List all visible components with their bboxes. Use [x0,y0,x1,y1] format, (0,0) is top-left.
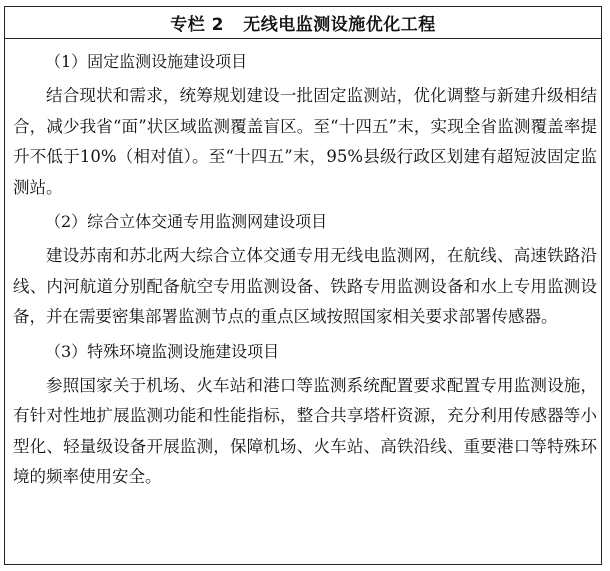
section-transport-monitoring [13,207,597,333]
column-box [4,6,602,565]
section-paragraph: 参照国家关于机场、火车站和港口等监测系统配置要求配置专用监测设施，有针对性地扩展监测功能和性能指标，整合共享塔杆资源，充分利用传感器等小型化、轻量级设备开展监测，保障机场、火车站、高铁沿线、重要港口等特殊环境的频率使用安全。 [13,375,597,486]
section-paragraph: 结合现状和需求，统筹规划建设一批固定监测站，优化调整与新建升级相结合，减少我省“面”状区域监测覆盖盲区。至“十四五”末，实现全省监测覆盖率提升不低于10%（相对值）。至“十四五”末，95%县级行政区划建有超短波固定监测站。 [13,86,597,197]
section-heading: （1）固定监测设施建设项目 [45,52,248,71]
section-fixed-monitoring [13,47,597,203]
column-body [5,39,601,493]
section-heading: （2）综合立体交通专用监测网建设项目 [45,212,328,231]
column-header [5,7,601,39]
section-heading: （3）特殊环境监测设施建设项目 [45,341,280,361]
section-paragraph: 建设苏南和苏北两大综合立体交通专用无线电监测网，在航线、高速铁路沿线、内河航道分别配备航空专用监测设备、铁路专用监测设备和水上专用监测设备，并在需要密集部署监测节点的重点区域按照国家相关要求部署传感器。 [13,246,597,326]
column-title: 专栏 2 无线电监测设施优化工程 [170,15,436,35]
section-special-environment-monitoring [13,337,597,493]
